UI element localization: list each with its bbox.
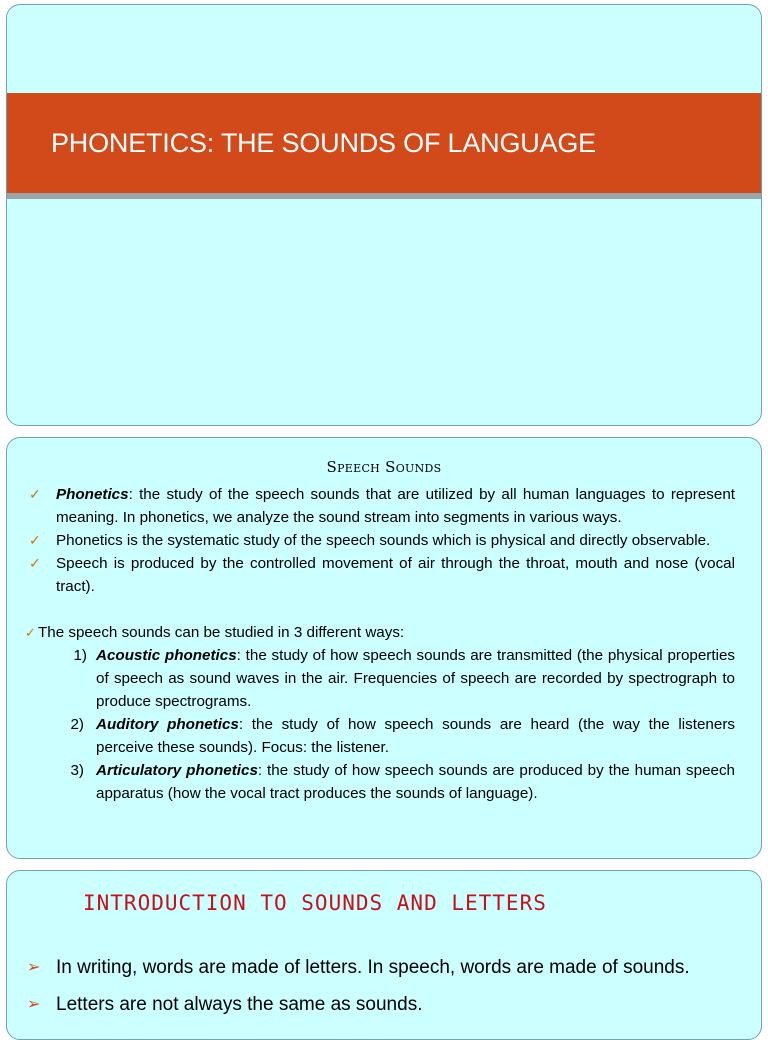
- item-text: : the study of how speech sounds are produced by the human speech apparatus (how the vocal tract produces the sounds of language).: [96, 762, 736, 802]
- speech-sounds-body: [25, 483, 735, 805]
- check-icon: ✓: [29, 532, 41, 548]
- arrow-right-icon: ➢: [27, 996, 41, 1013]
- sounds-letters-list: [27, 955, 741, 1029]
- item-term: Articulatory phonetics: [96, 762, 258, 779]
- check-icon: ✓: [25, 625, 36, 640]
- numbered-item: [25, 759, 735, 805]
- check-icon: ✓: [29, 486, 41, 502]
- bullet-text: : the study of the speech sounds that are utilized by all human languages to represent meaning. In phonetics, we analyze the sound stream into segments in various ways.: [56, 486, 735, 526]
- slide-speech-sounds: [6, 437, 762, 859]
- item-term: Acoustic phonetics: [96, 647, 237, 664]
- slide-title-text: PHONETICS: THE SOUNDS OF LANGUAGE: [51, 128, 596, 158]
- ways-intro: [25, 621, 735, 644]
- item-term: Auditory phonetics: [96, 716, 239, 733]
- item-number: 3): [70, 762, 84, 779]
- bullet-item: [25, 529, 735, 552]
- slide-title: [6, 4, 762, 426]
- bullet-item: [25, 552, 735, 598]
- bullet-text: Speech is produced by the controlled movement of air through the throat, mouth and nose (vocal tract).: [56, 555, 735, 595]
- bullet-text: Phonetics is the systematic study of the speech sounds which is physical and directly observable.: [56, 532, 711, 549]
- speech-sounds-heading: Speech Sounds: [326, 458, 442, 476]
- sounds-letters-heading: INTRODUCTION TO SOUNDS AND LETTERS: [83, 891, 547, 915]
- numbered-item: [25, 644, 735, 713]
- check-icon: ✓: [29, 555, 41, 571]
- numbered-item: [25, 713, 735, 759]
- item-number: 2): [70, 716, 84, 733]
- arrow-right-icon: ➢: [27, 959, 41, 976]
- item-text: : the study of how speech sounds are transmitted (the physical properties of speech as sound waves in the air. Frequencies of speech are recorded by spectrograph to produce spectrograms.: [96, 647, 735, 710]
- item-number: 1): [73, 647, 87, 664]
- slide-sounds-letters: [6, 870, 762, 1040]
- list-item: [27, 955, 741, 992]
- bullet-term: Phonetics: [56, 486, 129, 503]
- list-item-text: Letters are not always the same as sounds.: [56, 994, 423, 1015]
- item-text: : the study of how speech sounds are heard (the way the listeners perceive these sounds). Focus: the listener.: [96, 716, 735, 756]
- bullet-item: [25, 483, 735, 529]
- list-item: [27, 992, 741, 1029]
- list-item-text: In writing, words are made of letters. In speech, words are made of sounds.: [56, 957, 690, 978]
- ways-intro-text: The speech sounds can be studied in 3 different ways:: [38, 624, 405, 641]
- title-band: [7, 93, 761, 199]
